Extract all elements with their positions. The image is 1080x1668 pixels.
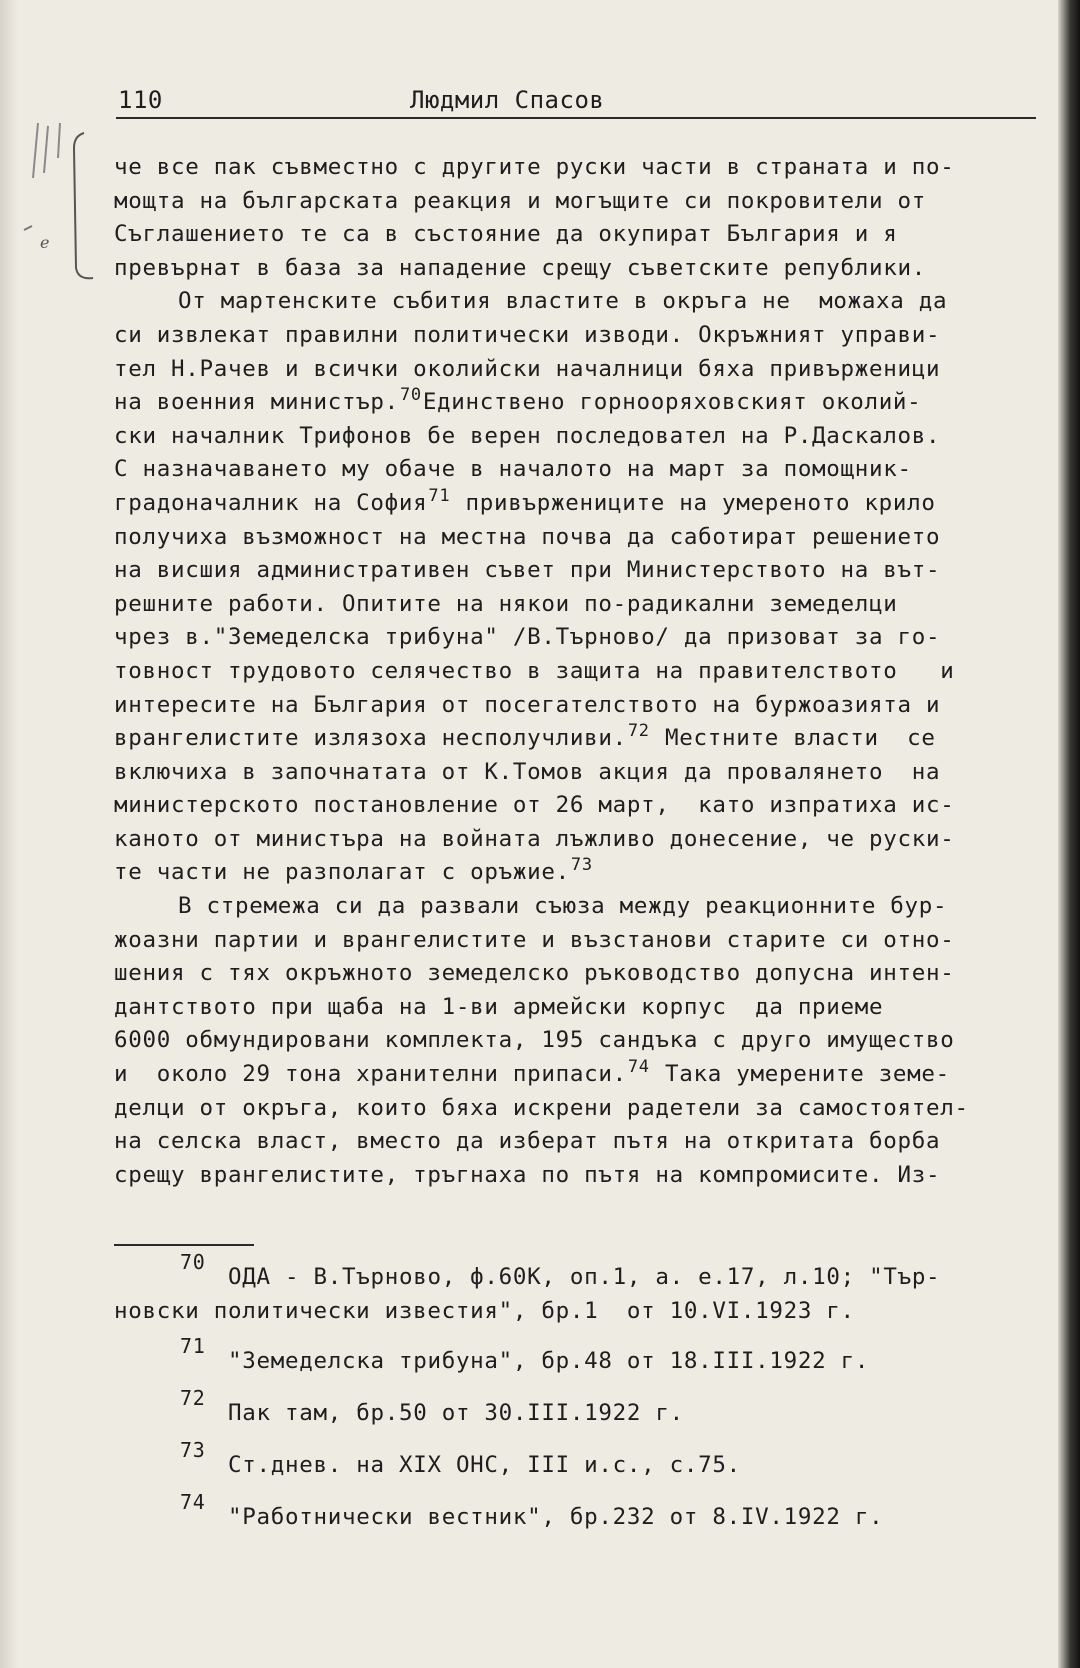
text-run: че все пак съвместно с другите руски части в страната и по-	[114, 154, 955, 180]
text-line	[114, 554, 1044, 588]
text-run: включиха в започнатата от К.Томов акция да провалянето на	[114, 758, 941, 785]
header-rule	[116, 117, 1036, 119]
text-line	[114, 218, 1044, 252]
footnote-text: "Работнически вестник", бр.232 от 8.IV.1922 г.	[228, 1504, 884, 1530]
footnote-number: 71	[180, 1334, 206, 1358]
footnote-continuation: новски политически известия", бр.1 от 10.VI.1923 г.	[114, 1298, 855, 1324]
text-line	[114, 856, 1044, 890]
text-run: Съглашението те са в състояние да окупират България и я	[114, 221, 898, 248]
text-run: на селска власт, вместо да изберат пътя на откритата борба	[114, 1128, 941, 1155]
footnote-ref: 70	[399, 385, 422, 406]
text-line	[114, 823, 1044, 857]
text-line	[114, 789, 1044, 823]
text-run: ски началник Трифонов бе верен последовател на Р.Даскалов.	[114, 422, 941, 449]
text-run: те части не разполагат с оръжие.	[114, 859, 570, 886]
page-gutter-shadow	[0, 0, 18, 1668]
footnote-ref: 71	[428, 485, 451, 506]
page-edge	[1058, 0, 1080, 1668]
text-line	[114, 252, 1044, 286]
text-line	[114, 1092, 1044, 1126]
text-run: Така умерените земе-	[650, 1061, 950, 1088]
text-run: министерското постановление от 26 март, като изпратиха ис-	[114, 792, 955, 819]
page-header	[118, 86, 1036, 118]
text-run: 6000 обмундировани комплекта, 195 сандъка с друго имущество	[114, 1027, 955, 1054]
footnote-ref: 74	[627, 1057, 650, 1078]
text-line	[114, 991, 1044, 1025]
text-line	[114, 453, 1044, 487]
text-line	[114, 151, 1044, 185]
text-run: решните работи. Опитите на някои по-радикални земеделци	[114, 590, 898, 617]
footnote-number: 72	[180, 1386, 206, 1410]
handwritten-margin-mark	[18, 118, 128, 288]
text-run: жоазни партии и врангелистите и възстанови старите си отно-	[114, 926, 955, 953]
text-run: каното от министъра на войната лъжливо донесение, че руски-	[114, 825, 955, 852]
text-run: В стремежа си да развали съюза между реакционните бур-	[178, 893, 948, 920]
body-text	[114, 151, 1044, 1192]
text-line	[114, 285, 1044, 319]
footnote-text: Ст.днев. на XIX ОНС, III и.с., с.75.	[228, 1452, 741, 1478]
footnote-number: 73	[180, 1438, 206, 1462]
footnote	[114, 1386, 1044, 1446]
text-line	[114, 1125, 1044, 1159]
text-run: товност трудовото селячество в защита на правителството и	[114, 657, 955, 684]
text-run: тел Н.Рачев и всички околийски началници бяха привърженици	[114, 355, 941, 382]
text-run: градоначалник на София	[114, 489, 428, 516]
footnote-rule	[114, 1244, 254, 1246]
text-line	[114, 1058, 1044, 1092]
footnote-text: ОДА - В.Търново, ф.60К, оп.1, а. е.17, л.10; "Тър-	[228, 1264, 941, 1290]
text-line	[114, 621, 1044, 655]
text-line	[114, 1024, 1044, 1058]
text-line	[114, 722, 1044, 756]
text-run: От мартенските събития властите в окръга не можаха да	[178, 288, 948, 315]
text-run: мощта на българската реакция и могъщите си покровители от	[114, 187, 927, 214]
text-line	[114, 689, 1044, 723]
footnote-ref: 73	[570, 855, 593, 876]
text-line	[114, 890, 1044, 924]
footnote-text: "Земеделска трибуна", бр.48 от 18.III.1922 г.	[228, 1348, 870, 1374]
text-run: на военния министър.	[114, 389, 399, 416]
margin-letter: e	[40, 233, 50, 252]
text-line	[114, 386, 1044, 420]
footnote-text: Пак там, бр.50 от 30.III.1922 г.	[228, 1400, 684, 1426]
text-line	[114, 185, 1044, 219]
text-line	[114, 655, 1044, 689]
text-line	[114, 1159, 1044, 1193]
footnote-number: 70	[180, 1250, 206, 1274]
text-line	[114, 756, 1044, 790]
footnote	[114, 1334, 1044, 1394]
footnote-number: 74	[180, 1490, 206, 1514]
text-run: получиха възможност на местна почва да саботират решението	[114, 523, 941, 550]
footnote	[114, 1250, 1044, 1342]
footnotes	[114, 1250, 1044, 1550]
text-line	[114, 487, 1044, 521]
running-title: Людмил Спасов	[410, 86, 605, 114]
text-run: дантството при щаба на 1-ви армейски корпус да приеме	[114, 993, 884, 1020]
text-run: превърнат в база за нападение срещу съветските републики.	[114, 254, 927, 281]
footnote-ref: 72	[627, 721, 650, 742]
text-line	[114, 420, 1044, 454]
text-run: делци от окръга, които бяха искрени радетели за самостоятел-	[114, 1094, 969, 1121]
text-line	[114, 521, 1044, 555]
text-run: Единствено горнооряховският околий-	[422, 389, 922, 416]
footnote	[114, 1438, 1044, 1498]
text-line	[114, 924, 1044, 958]
text-line	[114, 319, 1044, 353]
text-line	[114, 957, 1044, 991]
page-number: 110	[118, 86, 163, 114]
text-run: и около 29 тона хранителни припаси.	[114, 1061, 627, 1088]
text-line	[114, 588, 1044, 622]
text-run: на висшия административен съвет при Министерството на вът-	[114, 557, 941, 584]
text-run: чрез в."Земеделска трибуна" /В.Търново/ да призоват за го-	[114, 624, 941, 651]
text-run: интересите на България от посегателството на буржоазията и	[114, 691, 941, 718]
text-line	[114, 353, 1044, 387]
text-run: си извлекат правилни политически изводи. Окръжният управи-	[114, 321, 941, 348]
text-run: шения с тях окръжното земеделско ръководство допусна интен-	[114, 960, 955, 987]
text-run: срещу врангелистите, тръгнаха по пътя на компромисите. Из-	[114, 1161, 941, 1188]
text-run: С назначаването му обаче в началото на март за помощник-	[114, 456, 912, 483]
text-run: привържениците на умереното крило	[451, 489, 936, 516]
text-run: Местните власти се	[650, 725, 936, 752]
text-run: врангелистите излязоха несполучливи.	[114, 725, 627, 752]
footnote	[114, 1490, 1044, 1550]
